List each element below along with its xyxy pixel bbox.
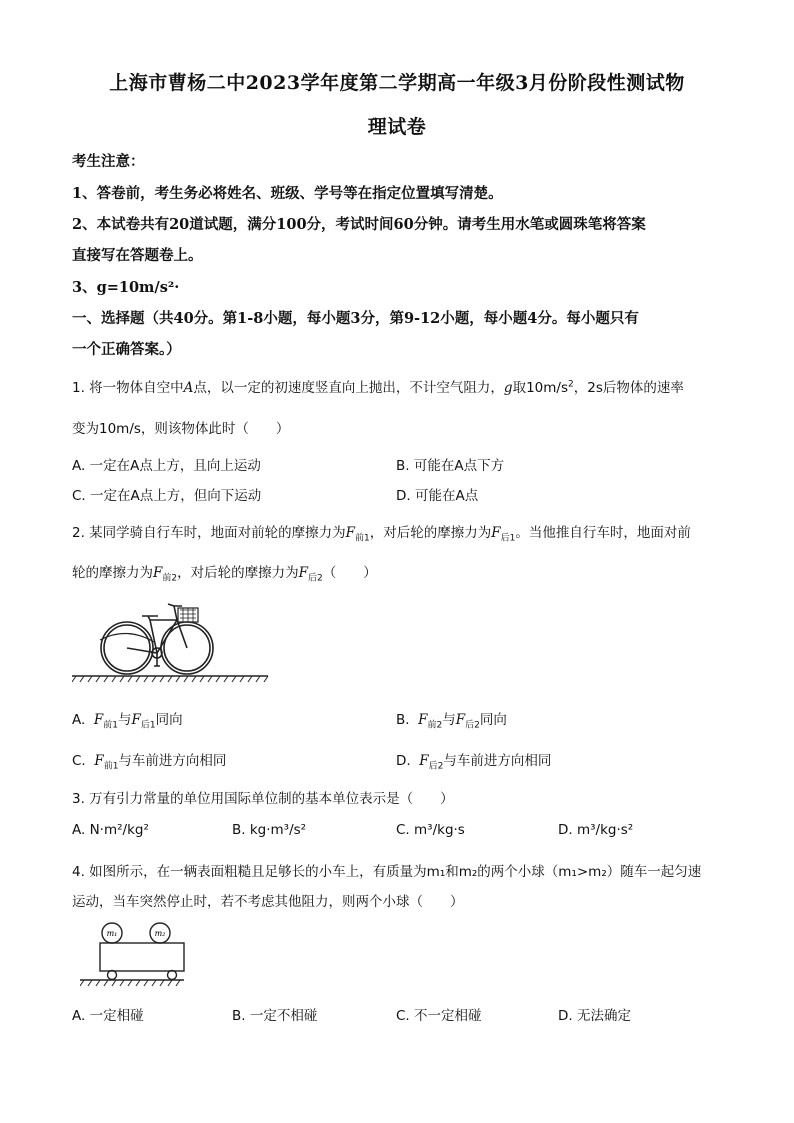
q1-option-c[interactable]: C. 一定在A点上方，但向下运动	[72, 488, 262, 504]
cart-figure	[80, 920, 190, 992]
q3-option-b[interactable]: B. kg·m³/s²	[232, 822, 307, 838]
q2-option-d[interactable]: D. $F_{后2}$与车前进方向相同	[396, 753, 552, 772]
q3-option-d[interactable]: D. m³/kg·s²	[558, 822, 634, 838]
notice-item-2: 2、本试卷共有20道试题，满分100分，考试时间60分钟。请考生用水笔或圆珠笔将答案	[72, 216, 646, 233]
q3-stem: 3. 万有引力常量的单位用国际单位制的基本单位表示是（ ）	[72, 791, 454, 807]
cart-wheel-left	[108, 971, 117, 980]
exam-title-line2: 理试卷	[367, 116, 427, 138]
q2-stem-line1: 2. 某同学骑自行车时，地面对前轮的摩擦力为$F_{前1}$，对后轮的摩擦力为$F_{后1}$。当他推自行车时，地面对前	[72, 525, 691, 544]
notice-item-2-cont: 直接写在答题卷上。	[72, 247, 203, 264]
section-heading: 一、选择题（共40分。第1-8小题，每小题3分，第9-12小题，每小题4分。每小题只有	[72, 310, 639, 327]
q1-stem-line2: 变为10m/s，则该物体此时（ ）	[72, 421, 290, 437]
q1-option-b[interactable]: B. 可能在A点下方	[396, 458, 505, 474]
q4-option-d[interactable]: D. 无法确定	[558, 1008, 631, 1024]
cart-body	[100, 943, 184, 971]
q4-stem-line2: 运动，当车突然停止时，若不考虑其他阻力，则两个小球（ ）	[72, 894, 464, 910]
notice-item-1: 1、答卷前，考生务必将姓名、班级、学号等在指定位置填写清楚。	[72, 185, 503, 202]
notice-item-3: 3、g=10m/s²·	[72, 279, 180, 296]
q3-option-c[interactable]: C. m³/kg·s	[396, 822, 465, 838]
q4-option-b[interactable]: B. 一定不相碰	[232, 1008, 318, 1024]
ground-hatch	[80, 980, 180, 986]
q4-option-c[interactable]: C. 不一定相碰	[396, 1008, 482, 1024]
q1-option-d[interactable]: D. 可能在A点	[396, 488, 479, 504]
q4-option-a[interactable]: A. 一定相碰	[72, 1008, 144, 1024]
q2-option-c[interactable]: C. $F_{前1}$与车前进方向相同	[72, 753, 227, 772]
ground-hatch	[72, 676, 268, 682]
ball-m2-label: m₂	[154, 929, 166, 938]
q1-stem-line1: 1. 将一物体自空中A点，以一定的初速度竖直向上抛出，不计空气阻力，g取$10m/s^2$，2s后物体的速率	[72, 379, 684, 396]
q2-option-a[interactable]: A. $F_{前1}$与$F_{后1}$同向	[72, 712, 183, 731]
q2-option-b[interactable]: B. $F_{前2}$与$F_{后2}$同向	[396, 712, 507, 731]
section-heading-cont: 一个正确答案。）	[72, 341, 181, 358]
ball-m1-label: m₁	[106, 929, 118, 938]
q1-option-a[interactable]: A. 一定在A点上方，且向上运动	[72, 458, 261, 474]
bicycle-figure	[72, 598, 272, 688]
q2-stem-line2: 轮的摩擦力为$F_{前2}$，对后轮的摩擦力为$F_{后2}$（ ）	[72, 565, 377, 584]
cart-wheel-right	[168, 971, 177, 980]
exam-title-line1: 上海市曹杨二中2023学年度第二学期高一年级3月份阶段性测试物	[109, 72, 685, 94]
notice-heading: 考生注意：	[72, 153, 145, 170]
q4-stem-line1: 4. 如图所示，在一辆表面粗糙且足够长的小车上，有质量为m₁和m₂的两个小球（m₁>m₂）随车一起匀速	[72, 864, 702, 880]
q3-option-a[interactable]: A. N·m²/kg²	[72, 822, 149, 838]
